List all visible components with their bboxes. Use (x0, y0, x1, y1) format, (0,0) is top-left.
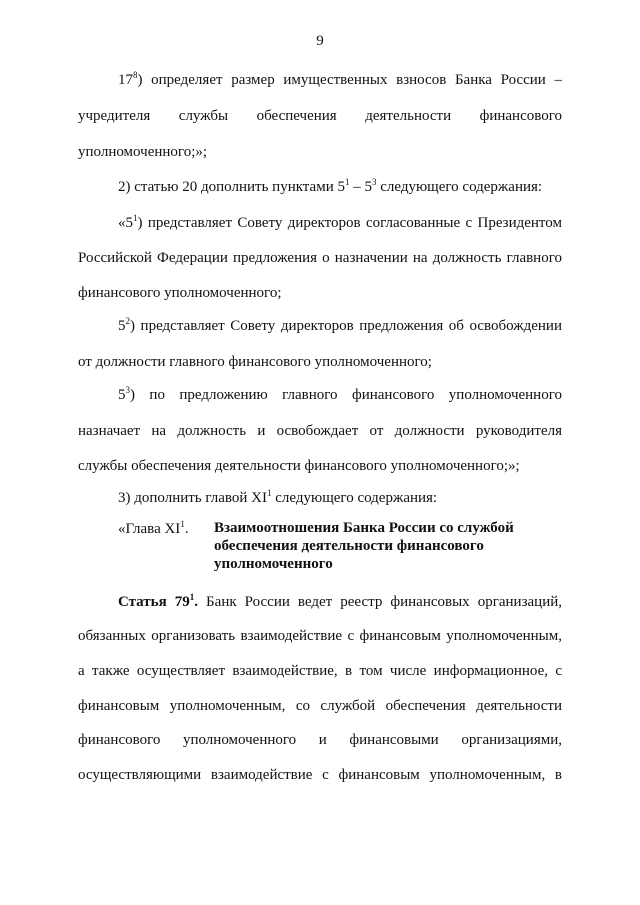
paragraph-line-9: от должности главного финансового уполномоченного; (78, 354, 432, 370)
text-fragment: 5 (118, 318, 126, 334)
superscript: 1 (180, 519, 185, 529)
text-fragment: Банк России ведет реестр финансовых организаций, (198, 594, 562, 610)
text-fragment: «5 (118, 215, 133, 231)
paragraph-line-15: обязанных организовать взаимодействие с финансовым уполномоченным, (78, 628, 562, 644)
superscript: 1 (344, 177, 350, 187)
superscript: 1 (189, 592, 195, 602)
text-fragment: ) представляет Совету директоров согласованные с Президентом (137, 215, 562, 231)
paragraph-line-17: финансовым уполномоченным, со службой обеспечения деятельности (78, 698, 562, 714)
text-fragment: . (194, 594, 199, 610)
paragraph-line-16: а также осуществляет взаимодействие, в том числе информационное, с (78, 663, 562, 679)
text-fragment: 17 (118, 72, 133, 88)
superscript: 3 (125, 385, 130, 395)
paragraph-line-3: уполномоченного;»; (78, 144, 208, 160)
text-fragment: следующего содержания: (376, 179, 543, 195)
paragraph-line-19: осуществляющими взаимодействие с финансовым уполномоченным, в (78, 767, 562, 783)
text-fragment: . (184, 521, 189, 537)
paragraph-line-13 (118, 488, 562, 508)
paragraph-line-4 (118, 177, 562, 197)
chapter-label (118, 519, 189, 539)
text-fragment: ) представляет Совету директоров предложения об освобождении (130, 318, 562, 334)
paragraph-line-12: службы обеспечения деятельности финансового уполномоченного;»; (78, 458, 520, 474)
paragraph-line-10 (118, 385, 562, 405)
paragraph-line-5 (118, 213, 562, 233)
text-fragment: ) по предложению главного финансового уполномоченного (130, 387, 562, 403)
superscript: 8 (133, 70, 138, 80)
paragraph-line-14 (118, 592, 562, 612)
paragraph-line-8 (118, 316, 562, 336)
paragraph-line-6: Российской Федерации предложения о назначении на должность главного (78, 250, 562, 266)
text-fragment: 3) дополнить главой XI (118, 490, 268, 506)
chapter-title: Взаимоотношения Банка России со службой обеспечения деятельности финансового уполномоченного (214, 520, 514, 572)
text-fragment: 2) статью 20 дополнить пунктами 5 (118, 179, 345, 195)
superscript: 3 (371, 177, 377, 187)
page-number: 9 (316, 33, 324, 49)
superscript: 1 (267, 488, 272, 498)
text-fragment: «Глава XI (118, 521, 181, 537)
paragraph-line-1 (118, 70, 562, 90)
paragraph-line-18: финансового уполномоченного и финансовыми организациями, (78, 732, 562, 748)
superscript: 1 (133, 213, 138, 223)
article-heading: Статья 79 (118, 594, 190, 610)
paragraph-line-2: учредителя службы обеспечения деятельности финансового (78, 108, 562, 124)
paragraph-line-11: назначает на должность и освобождает от должности руководителя (78, 423, 562, 439)
text-fragment: 5 (118, 387, 126, 403)
text-fragment: следующего содержания: (271, 490, 438, 506)
text-fragment: – 5 (349, 179, 372, 195)
text-fragment: ) определяет размер имущественных взносов Банка России – (137, 72, 562, 88)
paragraph-line-7: финансового уполномоченного; (78, 285, 282, 301)
superscript: 2 (125, 316, 130, 326)
